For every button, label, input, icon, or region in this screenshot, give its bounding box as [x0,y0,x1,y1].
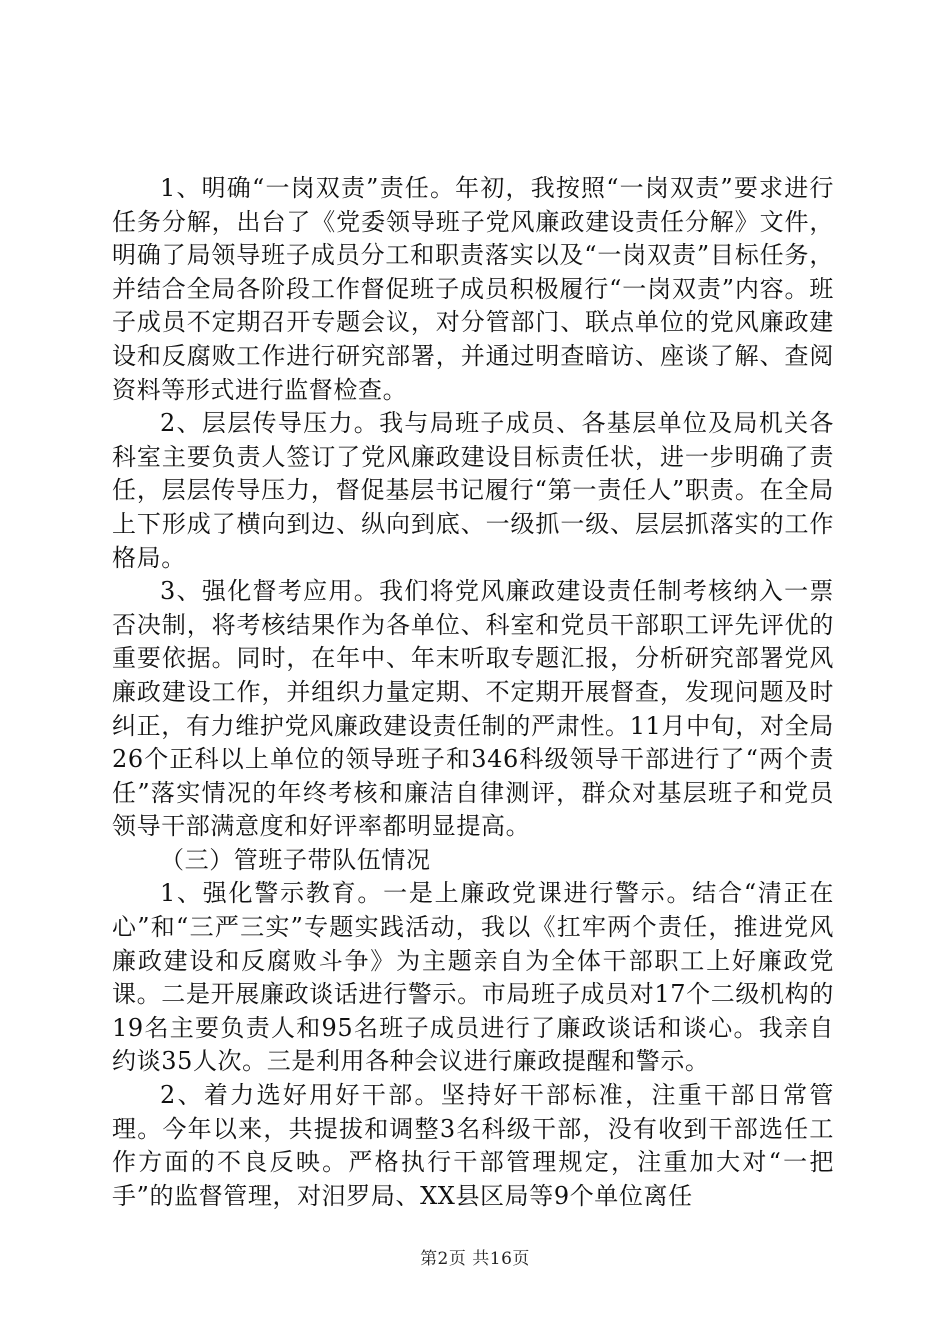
paragraph-warning-education: 1、强化警示教育。一是上廉政党课进行警示。结合“清正在心”和“三严三实”专题实践活动，我以《扛牢两个责任，推进党风廉政建设和反腐败斗争》为主题亲自为全体干部职工上好廉政党课。二是开展廉政谈话进行警示。市局班子成员对17个二级机构的19名主要负责人和95名班子成员进行了廉政谈话和谈心。我亲自约谈35人次。三是利用各种会议进行廉政提醒和警示。 [112,879,834,1076]
paragraph-cadre-selection: 2、着力选好用好干部。坚持好干部标准，注重干部日常管理。今年以来，共提拔和调整3名科级干部，没有收到干部选任工作方面的不良反映。严格执行干部管理规定，注重加大对“一把手”的监督管理，对汨罗局、XX县区局等9个单位离任 [112,1081,834,1210]
page-footer: 第2页 共16页 [420,1249,530,1269]
section-heading-team-management: （三）管班子带队伍情况 [160,845,431,874]
paragraph-supervision-assessment: 3、强化督考应用。我们将党风廉政建设责任制考核纳入一票否决制，将考核结果作为各单位、科室和党员干部职工评先评优的重要依据。同时，在年中、年末听取专题汇报，分析研究部署党风廉政建设工作，并组织力量定期、不定期开展督查，发现问题及时纠正，有力维护党风廉政建设责任制的严肃性。11月中旬，对全局26个正科以上单位的领导班子和346科级领导干部进行了“两个责任”落实情况的年终考核和廉洁自律测评，群众对基层班子和党员领导干部满意度和好评率都明显提高。 [112,577,834,841]
paragraph-pressure-transfer: 2、层层传导压力。我与局班子成员、各基层单位及局机关各科室主要负责人签订了党风廉政建设目标责任状，进一步明确了责任，层层传导压力，督促基层书记履行“第一责任人”职责。在全局上下形成了横向到边、纵向到底、一级抓一级、层层抓落实的工作格局。 [112,409,834,572]
document-body [112,172,834,1213]
paragraph-duty-clarify: 1、明确“一岗双责”责任。年初，我按照“一岗双责”要求进行任务分解，出台了《党委领导班子党风廉政建设责任分解》文件，明确了局领导班子成员分工和职责落实以及“一岗双责”目标任务，并结合全局各阶段工作督促班子成员积极履行“一岗双责”内容。班子成员不定期召开专题会议，对分管部门、联点单位的党风廉政建设和反腐败工作进行研究部署，并通过明查暗访、座谈了解、查阅资料等形式进行监督检查。 [112,174,834,404]
